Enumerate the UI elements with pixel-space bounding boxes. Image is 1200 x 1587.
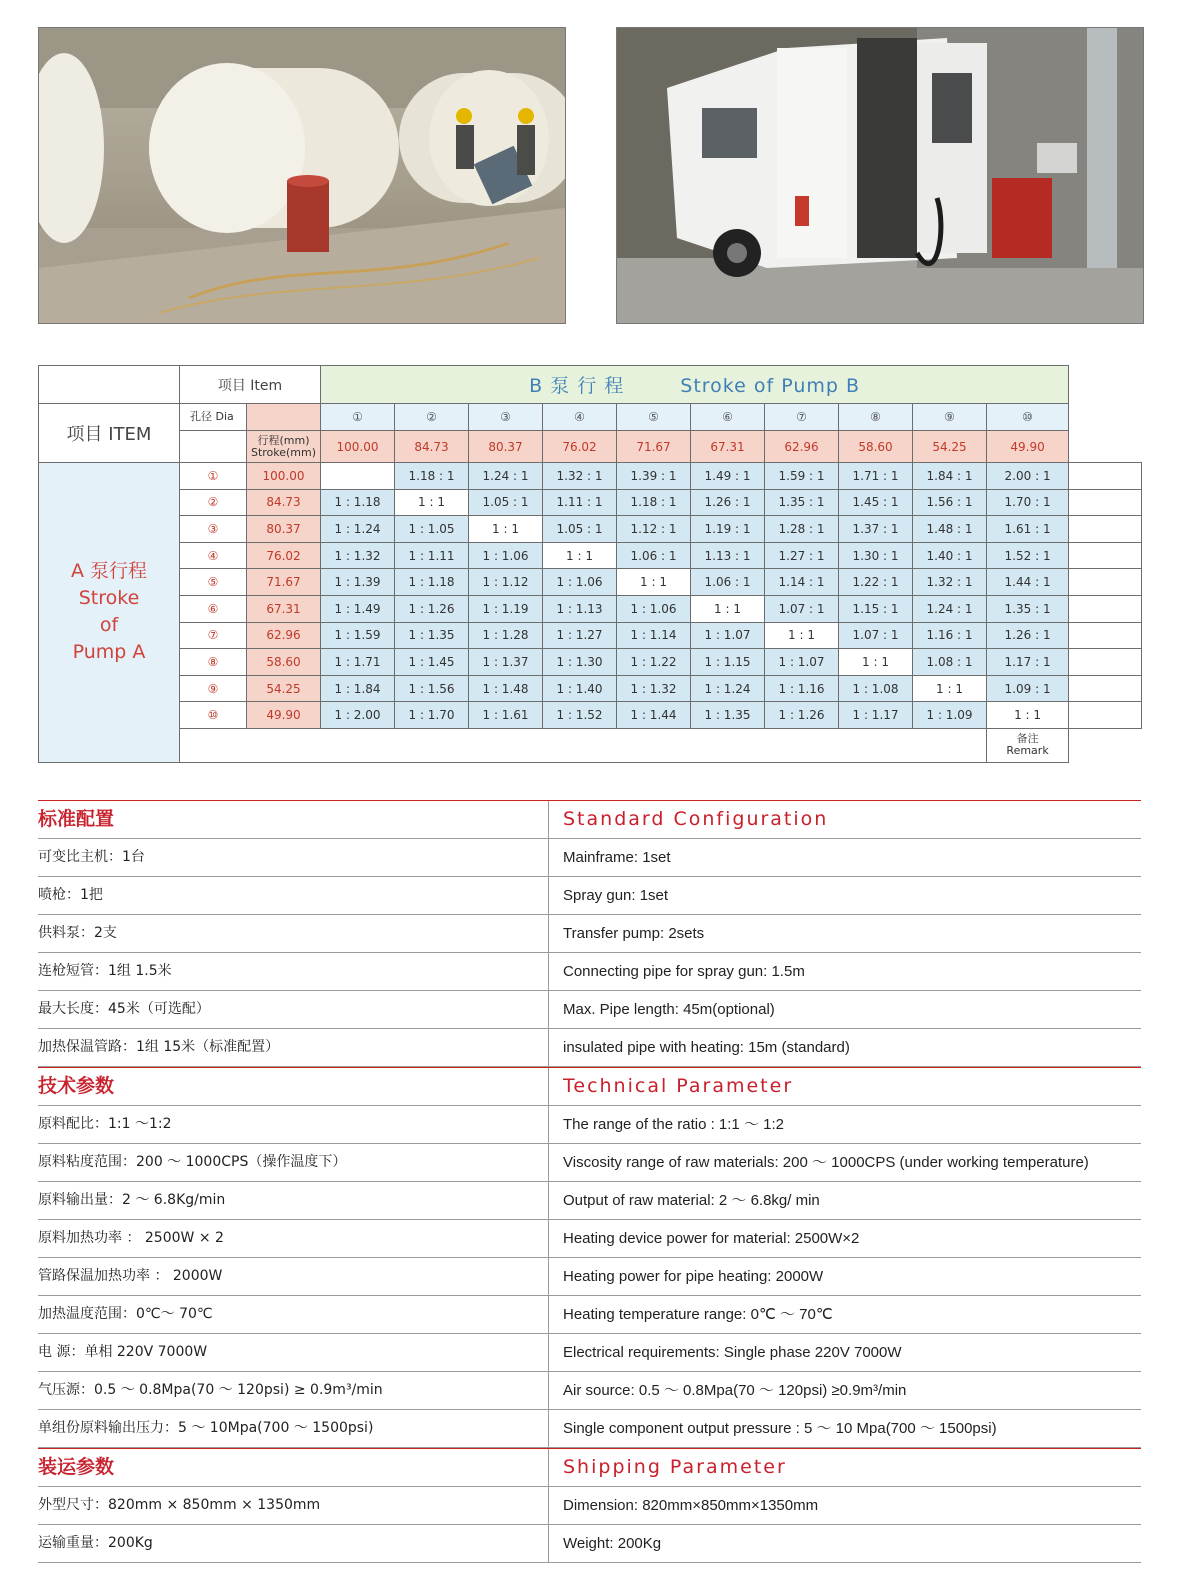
remark-row: [39, 728, 1142, 762]
ratio-cell: 1 : 1.26: [765, 702, 839, 729]
ratio-cell: 1 : 2.00: [321, 702, 395, 729]
ratio-cell: 1 : 1.09: [913, 702, 987, 729]
ratio-cell: 1.37 : 1: [839, 516, 913, 543]
ratio-cell: 1 : 1.84: [321, 675, 395, 702]
ratio-cell: 1.11 : 1: [543, 489, 617, 516]
column-divider: [548, 801, 549, 838]
row-id: ③: [180, 516, 247, 543]
ratio-cell: 1 : 1.15: [691, 649, 765, 676]
row-id: ④: [180, 542, 247, 569]
column-divider: [548, 1487, 549, 1524]
spec-row: [38, 839, 1141, 877]
row-tail: [1069, 595, 1142, 622]
spec-row: [38, 1258, 1141, 1296]
row-tail: [1069, 702, 1142, 729]
spec-row: [38, 991, 1141, 1029]
spec-text-en: Dimension: 820mm×850mm×1350mm: [563, 1497, 819, 1514]
ratio-cell: 1.05 : 1: [543, 516, 617, 543]
section-title-cn: 技术参数: [38, 1075, 115, 1097]
photo-storage-tanks: [38, 27, 566, 324]
col-id-1: ①: [321, 404, 395, 431]
remark-blank: [180, 728, 987, 762]
ratio-cell: 1 : 1.59: [321, 622, 395, 649]
ratio-cell: 1 : 1.24: [321, 516, 395, 543]
ratio-cell: 1.71 : 1: [839, 463, 913, 490]
row-stroke: 76.02: [247, 542, 321, 569]
spec-row: [38, 1106, 1141, 1144]
row-stroke: 49.90: [247, 702, 321, 729]
ratio-cell: 1 : 1: [913, 675, 987, 702]
spec-text-en: Air source: 0.5 ～ 0.8Mpa(70 ～ 120psi) ≥0.9m³/min: [563, 1382, 907, 1399]
row-tail: [1069, 516, 1142, 543]
section-title-cn: 标准配置: [38, 808, 115, 830]
spec-sheet: [38, 800, 1141, 1563]
ratio-cell: 1 : 1.28: [469, 622, 543, 649]
ratio-cell: 1.70 : 1: [987, 489, 1069, 516]
column-divider: [548, 1182, 549, 1219]
remark-en: Remark: [1006, 744, 1049, 758]
spec-text-en: Viscosity range of raw materials: 200 ～ 1000CPS (under working temperature): [563, 1154, 1089, 1171]
item-label-left: 项目 ITEM: [39, 404, 180, 463]
ratio-cell: 1.19 : 1: [691, 516, 765, 543]
ratio-cell: 1.32 : 1: [913, 569, 987, 596]
ratio-cell: 1.06 : 1: [617, 542, 691, 569]
table-row: [39, 675, 1142, 702]
column-divider: [548, 991, 549, 1028]
item-header: 项目 Item: [180, 366, 321, 404]
ratio-cell: 1.44 : 1: [987, 569, 1069, 596]
dia-blank: [247, 404, 321, 431]
ratio-cell: 1.40 : 1: [913, 542, 987, 569]
pump-a-en2: of: [99, 614, 119, 637]
ratio-cell: 1 : 1: [543, 542, 617, 569]
ratio-cell: 1.07 : 1: [839, 622, 913, 649]
ratio-cell: 1 : 1.71: [321, 649, 395, 676]
table-row: [39, 595, 1142, 622]
ratio-cell: 1.05 : 1: [469, 489, 543, 516]
ratio-cell: 1 : 1: [395, 489, 469, 516]
stroke-ratio-table: [38, 365, 1142, 763]
ratio-cell: 1 : 1.40: [543, 675, 617, 702]
row-tail: [1069, 463, 1142, 490]
column-divider: [548, 1106, 549, 1143]
ratio-cell: 1 : 1.06: [469, 542, 543, 569]
ratio-cell: 1.61 : 1: [987, 516, 1069, 543]
spec-text-cn: 原料加热功率 ： 2500W × 2: [38, 1230, 224, 1246]
column-divider: [548, 1410, 549, 1447]
dia-label: 孔径 Dia: [180, 404, 247, 431]
col-id-8: ⑧: [839, 404, 913, 431]
ratio-cell: 1.09 : 1: [987, 675, 1069, 702]
column-divider: [548, 839, 549, 876]
spec-row: [38, 915, 1141, 953]
spec-row: [38, 877, 1141, 915]
row-id: ⑤: [180, 569, 247, 596]
col-stroke-9: 54.25: [913, 431, 987, 463]
ratio-cell: 1.22 : 1: [839, 569, 913, 596]
spec-text-cn: 单组份原料输出压力：5 ～ 10Mpa(700 ～ 1500psi): [38, 1420, 374, 1436]
spec-text-en: Transfer pump: 2sets: [563, 925, 705, 942]
spec-text-en: Heating temperature range: 0℃ ～ 70℃: [563, 1306, 833, 1323]
col-id-3: ③: [469, 404, 543, 431]
spec-text-cn: 电 源：单相 220V 7000W: [38, 1344, 208, 1360]
row-id: ①: [180, 463, 247, 490]
spec-row: [38, 1182, 1141, 1220]
col-id-7: ⑦: [765, 404, 839, 431]
row-tail: [1069, 675, 1142, 702]
col-stroke-8: 58.60: [839, 431, 913, 463]
ratio-cell: 1.24 : 1: [469, 463, 543, 490]
ratio-cell: 1 : 1.56: [395, 675, 469, 702]
stroke-blank: [180, 431, 247, 463]
spec-row: [38, 1487, 1141, 1525]
col-stroke-3: 80.37: [469, 431, 543, 463]
spec-text-en: Connecting pipe for spray gun: 1.5m: [563, 963, 805, 980]
ratio-cell: 1.35 : 1: [765, 489, 839, 516]
column-divider: [548, 1258, 549, 1295]
col-stroke-5: 71.67: [617, 431, 691, 463]
spec-row: [38, 953, 1141, 991]
row-stroke: 71.67: [247, 569, 321, 596]
col-id-9: ⑨: [913, 404, 987, 431]
ratio-cell: 1 : 1: [765, 622, 839, 649]
ratio-cell: 1.27 : 1: [765, 542, 839, 569]
ratio-cell: 1.26 : 1: [987, 622, 1069, 649]
col-stroke-10: 49.90: [987, 431, 1069, 463]
spec-row: [38, 1029, 1141, 1067]
ratio-cell: 1 : 1: [839, 649, 913, 676]
ratio-cell: 1 : 1.32: [321, 542, 395, 569]
column-divider: [548, 953, 549, 990]
row-stroke: 67.31: [247, 595, 321, 622]
col-stroke-2: 84.73: [395, 431, 469, 463]
col-id-5: ⑤: [617, 404, 691, 431]
spec-row: [38, 1334, 1141, 1372]
ratio-cell: 1 : 1.22: [617, 649, 691, 676]
ratio-cell: 1 : 1.07: [765, 649, 839, 676]
spec-text-en: Heating power for pipe heating: 2000W: [563, 1268, 824, 1285]
table-row: [39, 489, 1142, 516]
table-row: [39, 463, 1142, 490]
row-stroke: 54.25: [247, 675, 321, 702]
column-divider: [548, 1144, 549, 1181]
ratio-cell: 1.16 : 1: [913, 622, 987, 649]
row-stroke: 80.37: [247, 516, 321, 543]
spec-row: [38, 1220, 1141, 1258]
row-id: ⑦: [180, 622, 247, 649]
stroke-label-cn: 行程(mm): [257, 433, 310, 447]
ratio-cell: 1 : 1.13: [543, 595, 617, 622]
ratio-cell: 1 : 1.16: [765, 675, 839, 702]
table-corner: [39, 366, 180, 404]
ratio-cell: 1 : 1.27: [543, 622, 617, 649]
ratio-cell: 1 : 1.19: [469, 595, 543, 622]
row-id: ②: [180, 489, 247, 516]
spec-text-cn: 连枪短管：1组 1.5米: [38, 963, 172, 979]
spec-text-en: Heating device power for material: 2500W×2: [563, 1230, 860, 1247]
spec-text-en: Max. Pipe length: 45m(optional): [563, 1001, 775, 1018]
row-tail: [1069, 649, 1142, 676]
spec-text-cn: 可变比主机：1台: [38, 849, 145, 865]
ratio-cell: 1 : 1.48: [469, 675, 543, 702]
ratio-cell: 1 : 1.61: [469, 702, 543, 729]
row-stroke: 62.96: [247, 622, 321, 649]
spec-text-cn: 管路保温加热功率 ： 2000W: [38, 1268, 223, 1284]
ratio-cell: 1 : 1.18: [395, 569, 469, 596]
spec-row: [38, 1372, 1141, 1410]
ratio-cell: 1.26 : 1: [691, 489, 765, 516]
ratio-cell: 1 : 1: [469, 516, 543, 543]
ratio-cell: 1.84 : 1: [913, 463, 987, 490]
column-divider: [548, 1296, 549, 1333]
ratio-cell: 1.07 : 1: [765, 595, 839, 622]
ratio-cell: 1.13 : 1: [691, 542, 765, 569]
col-id-6: ⑥: [691, 404, 765, 431]
stroke-label: [247, 431, 321, 463]
ratio-cell: 1.17 : 1: [987, 649, 1069, 676]
ratio-cell: 1 : 1.35: [395, 622, 469, 649]
row-tail: [1069, 569, 1142, 596]
spec-text-en: Mainframe: 1set: [563, 849, 671, 866]
ratio-cell: 1 : 1.39: [321, 569, 395, 596]
table-row: [39, 702, 1142, 729]
ratio-cell: 1.18 : 1: [617, 489, 691, 516]
col-id-2: ②: [395, 404, 469, 431]
row-tail: [1069, 489, 1142, 516]
column-divider: [548, 1372, 549, 1409]
ratio-cell: 1.08 : 1: [913, 649, 987, 676]
ratio-cell: 1.39 : 1: [617, 463, 691, 490]
ratio-cell: 1 : 1: [691, 595, 765, 622]
col-stroke-7: 62.96: [765, 431, 839, 463]
column-divider: [548, 877, 549, 914]
ratio-cell: 1 : 1.08: [839, 675, 913, 702]
column-divider: [548, 1029, 549, 1066]
section-title-en: Standard Configuration: [563, 808, 829, 830]
section-title-en: Technical Parameter: [563, 1075, 794, 1097]
ratio-cell: 1 : 1.37: [469, 649, 543, 676]
ratio-cell: 1.52 : 1: [987, 542, 1069, 569]
section-header: [38, 1067, 1141, 1106]
ratio-cell: [321, 463, 395, 490]
ratio-cell: 1.28 : 1: [765, 516, 839, 543]
ratio-cell: 1.06 : 1: [691, 569, 765, 596]
ratio-cell: 1.32 : 1: [543, 463, 617, 490]
ratio-cell: 1.14 : 1: [765, 569, 839, 596]
row-tail: [1069, 542, 1142, 569]
spec-text-en: Weight: 200Kg: [563, 1535, 662, 1552]
row-id: ⑩: [180, 702, 247, 729]
col-stroke-1: 100.00: [321, 431, 395, 463]
row-id: ⑨: [180, 675, 247, 702]
spec-text-en: insulated pipe with heating: 15m (standard): [563, 1039, 850, 1056]
ratio-cell: 1 : 1.06: [617, 595, 691, 622]
spec-text-en: The range of the ratio : 1:1 ～ 1:2: [563, 1116, 784, 1133]
ratio-cell: 2.00 : 1: [987, 463, 1069, 490]
spec-text-cn: 供料泵：2支: [38, 925, 117, 941]
spec-text-cn: 外型尺寸：820mm × 850mm × 1350mm: [38, 1497, 321, 1513]
spec-text-cn: 最大长度：45米（可选配）: [38, 1001, 210, 1017]
ratio-cell: 1 : 1.17: [839, 702, 913, 729]
ratio-cell: 1 : 1.07: [691, 622, 765, 649]
spec-text-cn: 气压源：0.5 ～ 0.8Mpa(70 ～ 120psi) ≥ 0.9m³/min: [38, 1382, 383, 1398]
ratio-cell: 1 : 1.24: [691, 675, 765, 702]
col-stroke-6: 67.31: [691, 431, 765, 463]
ratio-cell: 1.56 : 1: [913, 489, 987, 516]
table-row: [39, 622, 1142, 649]
photo-spray-van: [616, 27, 1144, 324]
row-id: ⑧: [180, 649, 247, 676]
section-title-en: Shipping Parameter: [563, 1456, 787, 1478]
ratio-cell: 1.48 : 1: [913, 516, 987, 543]
row-stroke: 58.60: [247, 649, 321, 676]
spec-text-en: Single component output pressure : 5 ～ 10 Mpa(700 ～ 1500psi): [563, 1420, 997, 1437]
column-divider: [548, 1525, 549, 1562]
ratio-cell: 1 : 1.14: [617, 622, 691, 649]
ratio-cell: 1 : 1.05: [395, 516, 469, 543]
row-tail: [1069, 622, 1142, 649]
table-row: [39, 516, 1142, 543]
pump-a-en1: Stroke: [78, 587, 140, 610]
ratio-cell: 1 : 1.12: [469, 569, 543, 596]
spec-row: [38, 1296, 1141, 1334]
spec-text-cn: 原料输出量：2 ～ 6.8Kg/min: [38, 1192, 226, 1208]
ratio-cell: 1.49 : 1: [691, 463, 765, 490]
spec-text-cn: 加热保温管路：1组 15米（标准配置）: [38, 1039, 280, 1055]
spec-text-cn: 运输重量：200Kg: [38, 1535, 153, 1551]
column-divider: [548, 1068, 549, 1105]
ratio-cell: 1.24 : 1: [913, 595, 987, 622]
remark-cn: 备注: [1016, 732, 1039, 746]
spec-row: [38, 1144, 1141, 1182]
ratio-cell: 1 : 1.11: [395, 542, 469, 569]
ratio-cell: 1.45 : 1: [839, 489, 913, 516]
ratio-cell: 1 : 1.26: [395, 595, 469, 622]
spec-text-cn: 喷枪：1把: [38, 887, 103, 903]
table-row: [39, 569, 1142, 596]
col-id-4: ④: [543, 404, 617, 431]
spec-text-en: Output of raw material: 2 ～ 6.8kg/ min: [563, 1192, 820, 1209]
pump-b-title-cn: B 泵 行 程: [529, 375, 625, 397]
stroke-label-en: Stroke(mm): [250, 445, 317, 459]
ratio-cell: 1 : 1.45: [395, 649, 469, 676]
ratio-cell: 1.15 : 1: [839, 595, 913, 622]
ratio-cell: 1.59 : 1: [765, 463, 839, 490]
spec-text-en: Electrical requirements: Single phase 220V 7000W: [563, 1344, 902, 1361]
ratio-cell: 1 : 1.70: [395, 702, 469, 729]
ratio-cell: 1 : 1.18: [321, 489, 395, 516]
section-title-cn: 装运参数: [38, 1456, 115, 1478]
section-header: [38, 800, 1141, 839]
ratio-cell: 1 : 1.32: [617, 675, 691, 702]
ratio-cell: 1 : 1: [617, 569, 691, 596]
ratio-cell: 1 : 1: [987, 702, 1069, 729]
column-divider: [548, 915, 549, 952]
table-row: [39, 542, 1142, 569]
row-stroke: 84.73: [247, 489, 321, 516]
column-divider: [548, 1220, 549, 1257]
spec-text-en: Spray gun: 1set: [563, 887, 669, 904]
ratio-cell: 1.18 : 1: [395, 463, 469, 490]
table-row: [39, 649, 1142, 676]
pump-b-title: [321, 366, 1069, 404]
spec-text-cn: 原料配比：1:1 ～1:2: [38, 1116, 172, 1132]
col-stroke-4: 76.02: [543, 431, 617, 463]
ratio-cell: 1 : 1.35: [691, 702, 765, 729]
ratio-cell: 1 : 1.44: [617, 702, 691, 729]
col-id-10: ⑩: [987, 404, 1069, 431]
section-header: [38, 1448, 1141, 1487]
spec-text-cn: 加热温度范围：0℃～ 70℃: [38, 1306, 213, 1322]
ratio-cell: 1.35 : 1: [987, 595, 1069, 622]
pump-b-title-en: Stroke of Pump B: [680, 375, 861, 397]
ratio-cell: 1 : 1.30: [543, 649, 617, 676]
ratio-cell: 1 : 1.52: [543, 702, 617, 729]
remark-label: [987, 728, 1069, 762]
pump-a-label: [39, 463, 180, 763]
ratio-cell: 1 : 1.06: [543, 569, 617, 596]
pump-a-cn: A 泵行程: [70, 560, 148, 583]
spec-row: [38, 1410, 1141, 1448]
ratio-cell: 1.12 : 1: [617, 516, 691, 543]
spec-text-cn: 原料粘度范围：200 ～ 1000CPS（操作温度下）: [38, 1154, 347, 1170]
pump-a-en3: Pump A: [72, 641, 146, 664]
column-divider: [548, 1449, 549, 1486]
ratio-cell: 1 : 1.49: [321, 595, 395, 622]
row-stroke: 100.00: [247, 463, 321, 490]
column-divider: [548, 1334, 549, 1371]
row-id: ⑥: [180, 595, 247, 622]
ratio-cell: 1.30 : 1: [839, 542, 913, 569]
spec-row: [38, 1525, 1141, 1563]
